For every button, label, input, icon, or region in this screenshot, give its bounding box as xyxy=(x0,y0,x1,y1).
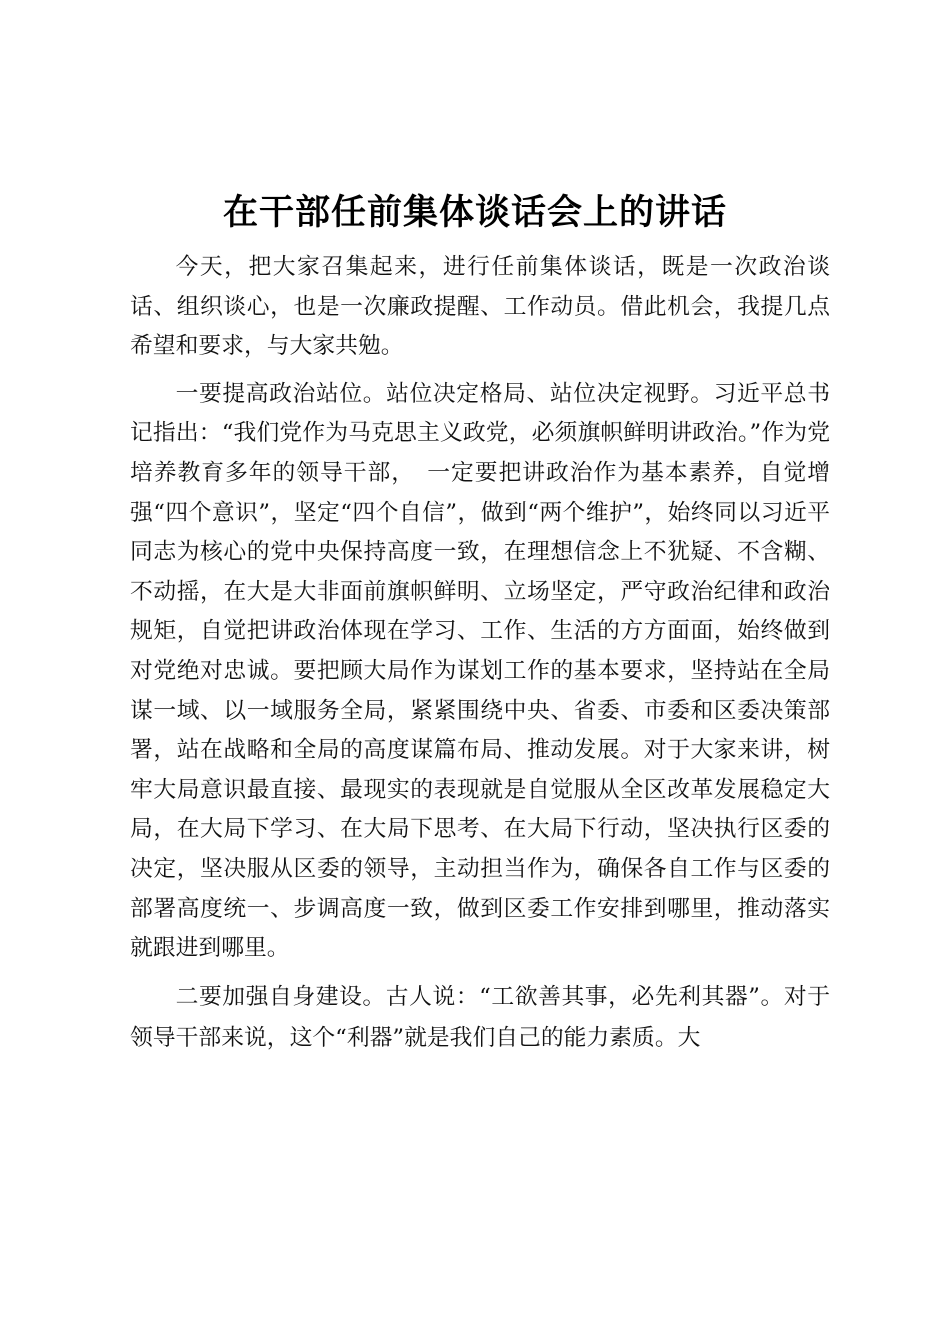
document-title: 在干部任前集体谈话会上的讲话 xyxy=(222,193,727,233)
paragraph-intro: 今天，把大家召集起来，进行任前集体谈话，既是一次政治谈话、组织谈心，也是一次廉政提醒、工作动员。借此机会，我提几点希望和要求，与大家共勉。 xyxy=(130,254,830,360)
document-body xyxy=(130,248,830,1059)
paragraph-political-stance: 一要提高政治站位。站位决定格局、站位决定视野。习近平总书记指出：“我们党作为马克思主义政党，必须旗帜鲜明讲政治。”作为党培养教育多年的领导干部， 一定要把讲政治作为基本素养，自觉增强“四个意识”，坚定“四个自信”，做到“两个维护”，始终同以习近平同志为核心的党中央保持高度一致，在理想信念上不犹疑、不含糊、不动摇，在大是大非面前旗帜鲜明、立场坚定，严守政治纪律和政治规矩，自觉把讲政治体现在学习、工作、生活的方方面面，始终做到对党绝对忠诚。要把顾大局作为谋划工作的基本要求，坚持站在全局谋一域、以一域服务全局，紧紧围绕中央、省委、市委和区委决策部署，站在战略和全局的高度谋篇布局、推动发展。对于大家来讲，树牢大局意识最直接、最现实的表现就是自觉服从全区改革发展稳定大局，在大局下学习、在大局下思考、在大局下行动，坚决执行区委的决定，坚决服从区委的领导，主动担当作为，确保各自工作与区委的部署高度统一、步调高度一致，做到区委工作安排到哪里，推动落实就跟进到哪里。 xyxy=(130,380,830,962)
paragraph-self-building: 二要加强自身建设。古人说：“工欲善其事，必先利其器”。对于领导干部来说，这个“利器”就是我们自己的能力素质。大 xyxy=(130,983,830,1051)
